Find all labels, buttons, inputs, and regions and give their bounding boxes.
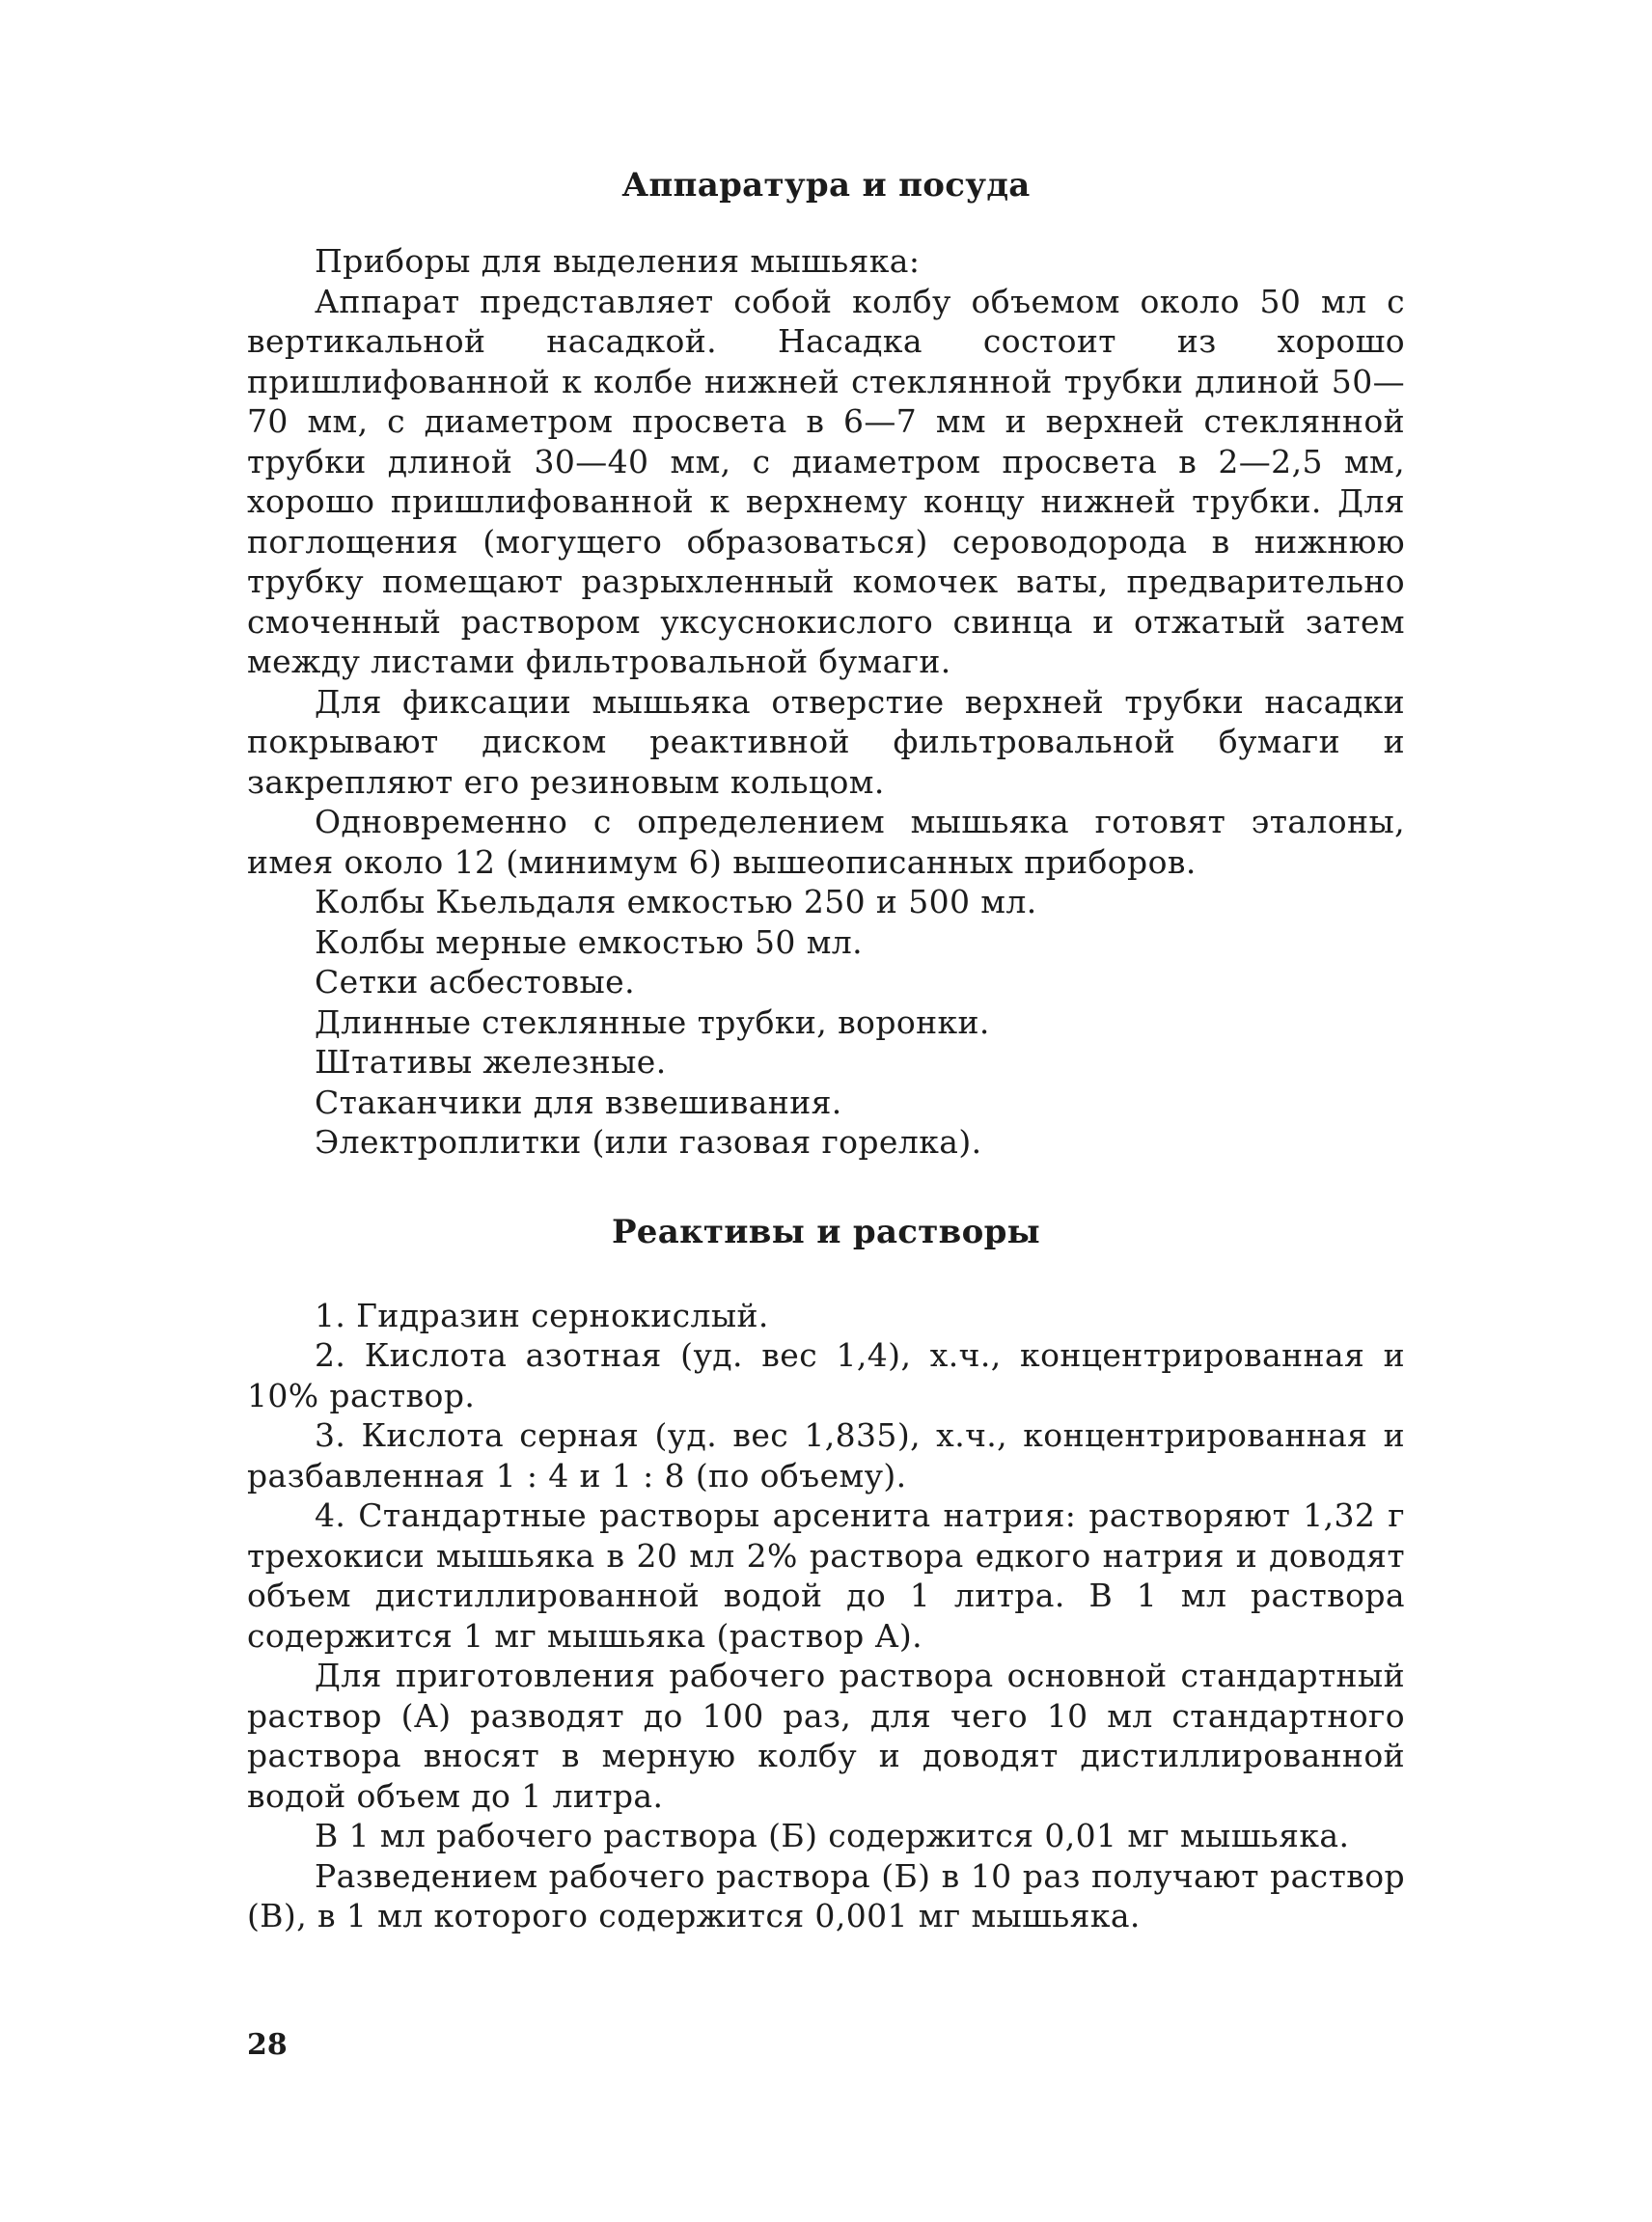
list-item: Штативы железные. xyxy=(315,1043,667,1081)
list-item: Сетки асбестовые. xyxy=(315,963,635,1001)
paragraph: Для фиксации мышьяка отверстие верхней трубки насадки покрывают диском реактивной фильтровальной бумаги и закрепляют его резиновым кольцом. xyxy=(247,682,1405,801)
list-item: Стаканчики для взвешивания. xyxy=(315,1083,842,1121)
paragraph: 2. Кислота азотная (уд. вес 1,4), х.ч., концентрированная и 10% раствор. xyxy=(247,1336,1405,1414)
list-item: Длинные стеклянные трубки, воронки. xyxy=(315,1002,990,1041)
paragraph: Приборы для выделения мышьяка: xyxy=(315,242,921,280)
page-body xyxy=(247,164,1405,1936)
section-heading-apparatus: Аппаратура и посуда xyxy=(621,166,1031,205)
paragraph: 4. Стандартные растворы арсенита натрия: растворяют 1,32 г трехокиси мышьяка в 20 мл 2% раствора едкого натрия и доводят объем дистиллированной водой до 1 литра. В 1 мл раствора содержится 1 мг мышьяка (раствор А). xyxy=(247,1496,1405,1655)
paragraph: Аппарат представляет собой колбу объемом около 50 мл с вертикальной насадкой. Насадка состоит из хорошо пришлифованной к колбе нижней стеклянной трубки длиной 50—70 мм, с диаметром просвета в 6—7 мм и верхней стеклянной трубки длиной 30—40 мм, с диаметром просвета в 2—2,5 мм, хорошо пришлифованной к верхнему концу нижней трубки. Для поглощения (могущего образоваться) сероводорода в нижнюю трубку помещают разрыхленный комочек ваты, предварительно смоченный раствором уксуснокислого свинца и отжатый затем между листами фильтровальной бумаги. xyxy=(247,282,1405,680)
list-item: Колбы мерные емкостью 50 мл. xyxy=(315,922,864,961)
paragraph: Разведением рабочего раствора (Б) в 10 раз получают раствор (В), в 1 мл которого содержится 0,001 мг мышьяка. xyxy=(247,1856,1405,1934)
section-heading-reagents: Реактивы и растворы xyxy=(611,1212,1041,1251)
list-item: Колбы Кьельдаля емкостью 250 и 500 мл. xyxy=(315,883,1037,920)
page-number: 28 xyxy=(247,2028,288,2062)
paragraph: В 1 мл рабочего раствора (Б) содержится 0,01 мг мышьяка. xyxy=(315,1817,1350,1854)
paragraph: Одновременно с определением мышьяка готовят эталоны, имея около 12 (минимум 6) вышеописанных приборов. xyxy=(247,803,1405,881)
paragraph: 3. Кислота серная (уд. вес 1,835), х.ч., концентрированная и разбавленная 1 : 4 и 1 : 8 (по объему). xyxy=(247,1416,1405,1495)
list-item: Электроплитки (или газовая горелка). xyxy=(315,1123,982,1161)
paragraph: 1. Гидразин сернокислый. xyxy=(315,1296,769,1334)
paragraph: Для приготовления рабочего раствора основной стандартный раствор (А) разводят до 100 раз, для чего 10 мл стандартного раствора вносят в мерную колбу и доводят дистиллированной водой объем до 1 литра. xyxy=(247,1657,1405,1815)
